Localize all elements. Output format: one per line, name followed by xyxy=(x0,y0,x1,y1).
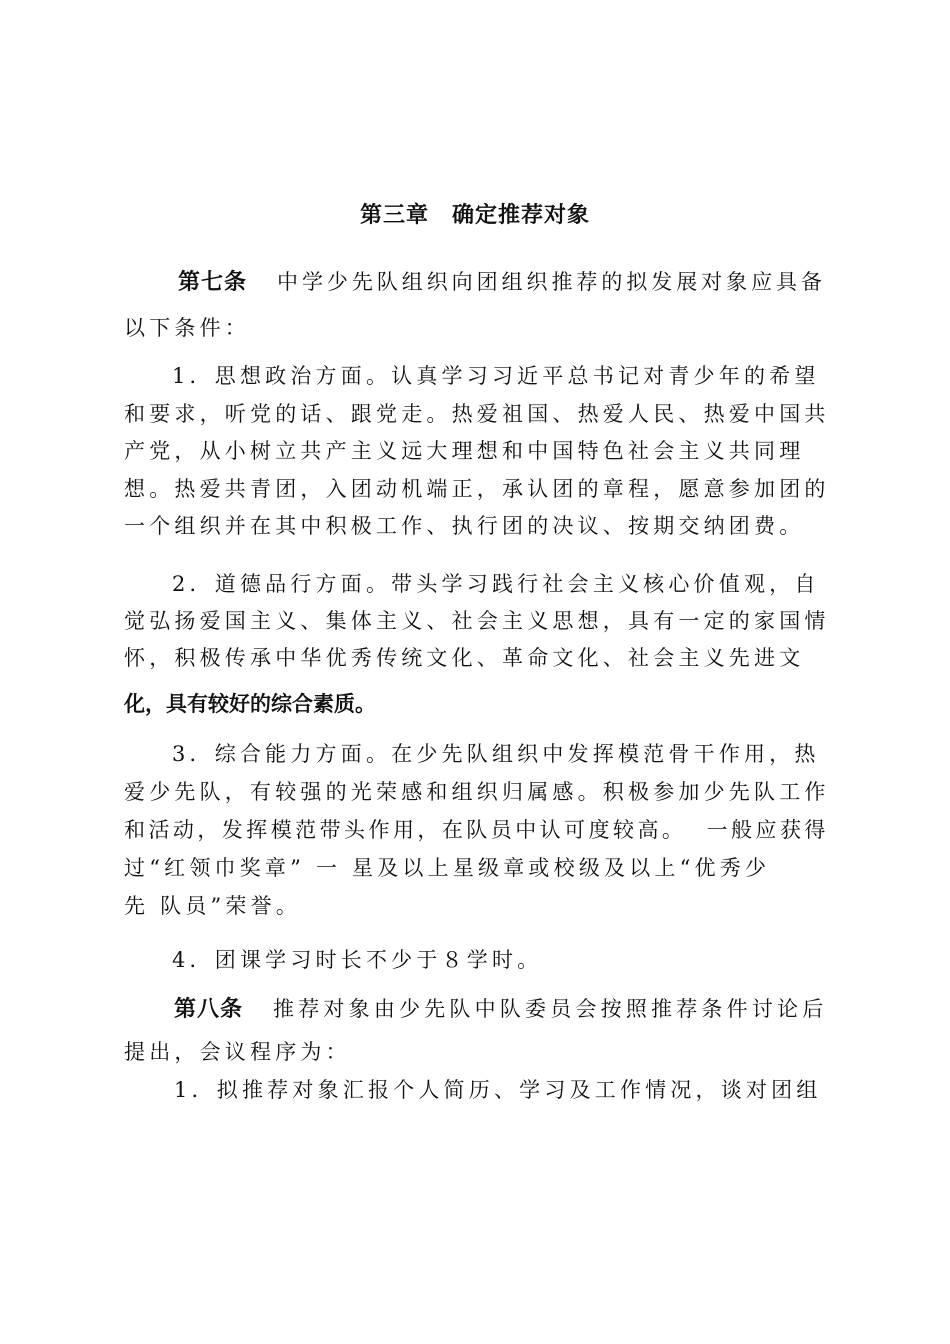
article7-item2-line2: 觉弘扬爱国主义、集体主义、社会主义思想，具有一定的家国情 xyxy=(124,609,830,633)
article8-item1-line1: 1．拟推荐对象汇报个人简历、学习及工作情况，谈对团组 xyxy=(174,1078,822,1102)
article7-item1-line1: 1．思想政治方面。认真学习习近平总书记对青少年的希望 xyxy=(172,364,820,388)
article7-item3-line4: 过“红领巾奖章” 一 星及以上星级章或校级及以上“优秀少 xyxy=(124,856,771,880)
article7-intro-line1 xyxy=(178,268,826,296)
article7-item1-line2: 和要求，听党的话、跟党走。热爱祖国、热爱人民、热爱中国共 xyxy=(124,402,830,426)
article7-item2-line4: 化，具有较好的综合素质。 xyxy=(124,692,376,716)
article7-item1-line4: 想。热爱共青团，入团动机端正，承认团的章程，愿意参加团的 xyxy=(124,477,830,501)
article7-intro-text: 中学少先队组织向团组织推荐的拟发展对象应具备 xyxy=(277,270,826,294)
article7-item3-line5: 先 队员”荣誉。 xyxy=(124,894,302,918)
article7-item1-line3: 产党，从小树立共产主义远大理想和中国特色社会主义共同理 xyxy=(124,439,805,463)
chapter-title: 第三章 确定推荐对象 xyxy=(359,203,590,228)
article7-item2-line1: 2．道德品行方面。带头学习践行社会主义核心价值观，自 xyxy=(172,572,820,596)
article7-item1-line5: 一个组织并在其中积极工作、执行团的决议、按期交纳团费。 xyxy=(124,514,805,538)
article7-item2-line3: 怀，积极传承中华优秀传统文化、革命文化、社会主义先进文 xyxy=(124,646,805,670)
article7-item3-line2: 爱少先队，有较强的光荣感和组织归属感。积极参加少先队工作 xyxy=(124,780,830,804)
article7-item4: 4．团课学习时长不少于８学时。 xyxy=(172,948,543,972)
article8-intro-text: 推荐对象由少先队中队委员会按照推荐条件讨论后 xyxy=(273,997,828,1021)
article8-label: 第八条 xyxy=(174,997,244,1022)
article7-label: 第七条 xyxy=(178,270,248,295)
article7-item3-line3: 和活动，发挥模范带头作用，在队员中认可度较高。 一般应获得 xyxy=(124,818,829,842)
article8-intro-line1 xyxy=(174,995,827,1023)
article7-intro-line2: 以下条件： xyxy=(124,316,250,340)
article8-intro-line2: 提出，会议程序为： xyxy=(124,1040,351,1064)
article7-item3-line1: 3．综合能力方面。在少先队组织中发挥模范骨干作用，热 xyxy=(172,742,820,766)
